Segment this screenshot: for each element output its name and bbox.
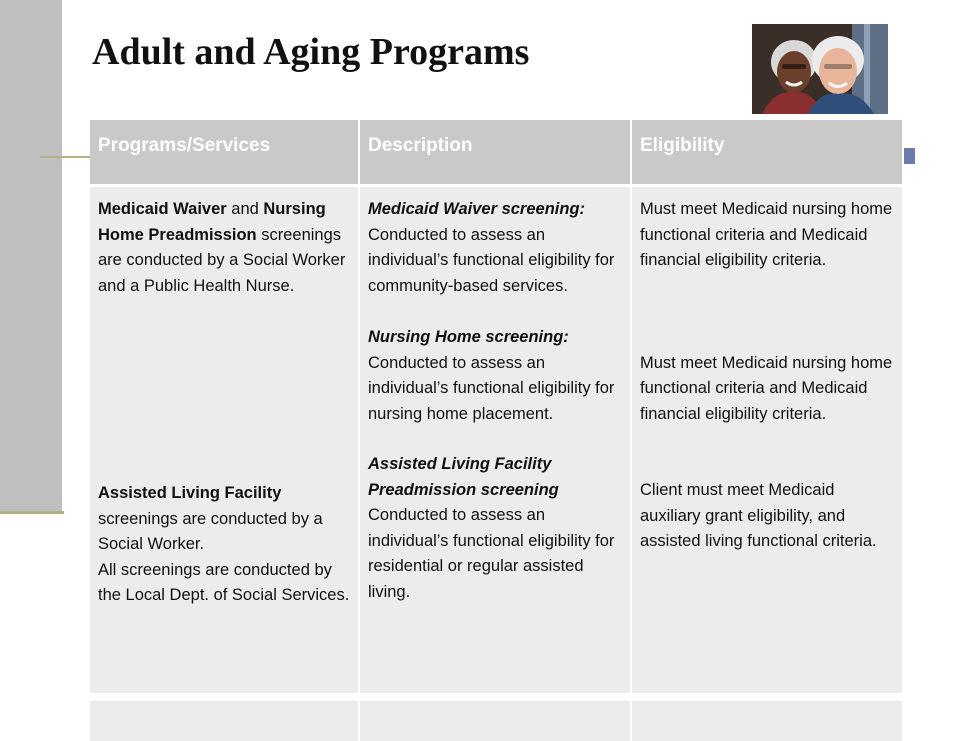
slide-title: Adult and Aging Programs [92, 31, 530, 73]
program-name-nursing-home-preadmission: Nursing Home Preadmission [98, 200, 326, 244]
empty-cell [631, 697, 903, 741]
eligibility-assisted-living: Client must meet Medicaid auxiliary grant eligibility, and assisted living functional criteria. [640, 481, 877, 550]
program-assisted-living [98, 481, 350, 558]
table-row-empty [90, 697, 903, 741]
program-medicaid-waiver-nursing-home [98, 197, 350, 299]
program-text-assisted-living: screenings are conducted by a Social Worker. [98, 509, 323, 553]
table-header-row [90, 120, 903, 186]
description-assisted-living [368, 452, 622, 605]
photo-illustration [752, 24, 888, 114]
table-row [90, 186, 903, 698]
programs-cell [90, 186, 359, 698]
description-heading-medicaid-waiver: Medicaid Waiver screening: [368, 200, 586, 218]
header-description: Description [359, 120, 631, 186]
description-heading-assisted-living: Assisted Living Facility Preadmission screening [368, 455, 559, 499]
description-text-assisted-living: Conducted to assess an individual’s functional eligibility for residential or regular assisted living. [368, 506, 615, 601]
program-all-screenings-note: All screenings are conducted by the Local Dept. of Social Services. [98, 560, 350, 604]
eligibility-nursing-home: Must meet Medicaid nursing home functional criteria and Medicaid financial eligibility criteria. [640, 353, 893, 423]
photo-elderly-women [752, 24, 888, 114]
description-medicaid-waiver [368, 197, 622, 299]
description-text-nursing-home: Conducted to assess an individual’s functional eligibility for nursing home placement. [368, 353, 615, 423]
description-cell [359, 186, 631, 698]
program-name-medicaid-waiver: Medicaid Waiver [98, 200, 227, 218]
title-accent-line [40, 156, 92, 158]
description-text-medicaid-waiver: Conducted to assess an individual’s functional eligibility for community-based services. [368, 225, 615, 295]
program-connector-text: and [226, 200, 264, 218]
description-heading-nursing-home: Nursing Home screening: [368, 328, 569, 346]
description-nursing-home [368, 325, 622, 427]
empty-cell [90, 697, 359, 741]
program-text-screenings: screenings are conducted by a Social Worker and a Public Health Nurse. [98, 225, 346, 295]
program-name-assisted-living: Assisted Living Facility [98, 484, 282, 502]
header-eligibility: Eligibility [631, 120, 903, 186]
left-bar-accent-line [0, 511, 64, 514]
header-programs-services: Programs/Services [90, 120, 359, 186]
left-decorative-bar [0, 0, 64, 512]
accent-square [903, 148, 915, 164]
programs-table [90, 120, 904, 741]
eligibility-cell [631, 186, 903, 698]
eligibility-medicaid-waiver: Must meet Medicaid nursing home functional criteria and Medicaid financial eligibility criteria. [640, 200, 893, 269]
empty-cell [359, 697, 631, 741]
